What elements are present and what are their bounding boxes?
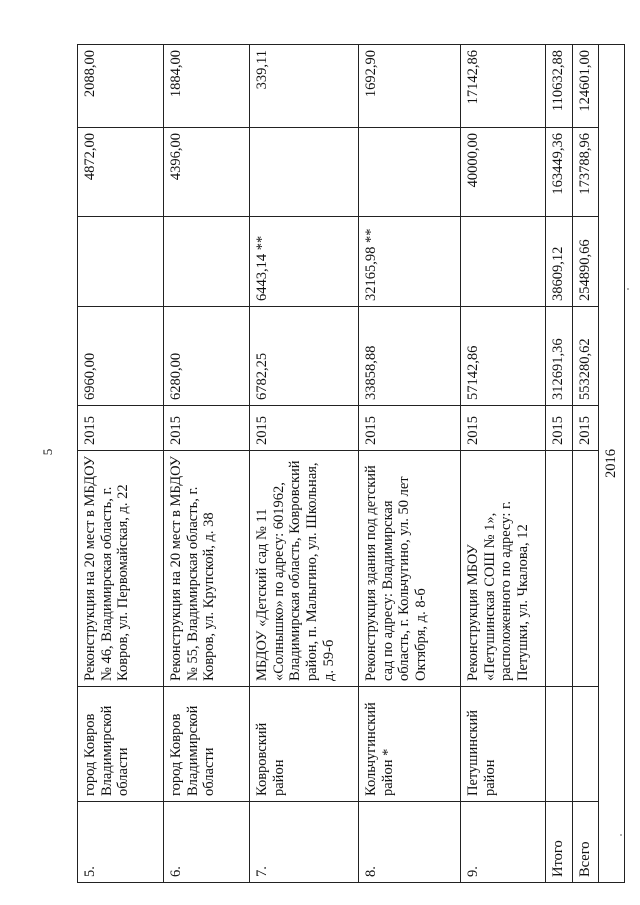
- object-cell: МБДОУ «Детский сад № 11 «Солнышко» по адресу: 601962, Владимирская область, Ковровский район, п. Малыгино, ул. Школьная, д. 59-б: [250, 451, 359, 687]
- object-cell: Реконструкция на 20 мест в МБДОУ № 55, Владимирская область, г. Ковров, ул. Крупской, д. 38: [164, 451, 250, 687]
- regional-cell: 163449,36: [546, 128, 573, 217]
- regional-cell: 40000,00: [461, 128, 546, 217]
- year-header-row: [599, 45, 625, 883]
- total-cost-cell: 6280,00: [164, 307, 250, 406]
- regional-cell: 4872,00: [78, 128, 164, 217]
- federal-cell: 6443,14 **: [250, 217, 359, 307]
- year-header: 2016: [599, 45, 625, 883]
- district-cell: город Ковров Владимирской области: [78, 687, 164, 802]
- year-cell: 2015: [359, 406, 461, 451]
- grand-total-row: [573, 45, 599, 883]
- local-cell: 110632,88: [546, 45, 573, 128]
- empty-cell: [546, 451, 573, 687]
- scan-speck: [627, 288, 629, 290]
- federal-cell: 32165,98 **: [359, 217, 461, 307]
- federal-cell: 254890,66: [573, 217, 599, 307]
- empty-cell: [573, 687, 599, 802]
- object-cell: Реконструкция на 20 мест в МБДОУ № 46, Владимирская область, г. Ковров, ул. Первомайская, д. 22: [78, 451, 164, 687]
- row-number: 5.: [78, 802, 164, 883]
- year-cell: 2015: [573, 406, 599, 451]
- object-cell: Реконструкция МБОУ «Петушинская СОШ № 1», расположенного по адресу: г. Петушки, ул. Чкалова, 12: [461, 451, 546, 687]
- rotated-table-container: [77, 45, 619, 883]
- table-row: [250, 45, 359, 883]
- empty-cell: [573, 451, 599, 687]
- regional-cell: 4396,00: [164, 128, 250, 217]
- regional-cell: [250, 128, 359, 217]
- regional-cell: 173788,96: [573, 128, 599, 217]
- local-cell: 17142,86: [461, 45, 546, 128]
- total-row: [546, 45, 573, 883]
- year-cell: 2015: [78, 406, 164, 451]
- table-row: [461, 45, 546, 883]
- district-cell: Кольчугинский район *: [359, 687, 461, 802]
- district-cell: Ковровский район: [250, 687, 359, 802]
- row-number: 7.: [250, 802, 359, 883]
- local-cell: 1884,00: [164, 45, 250, 128]
- grand-total-label: Всего: [573, 802, 599, 883]
- budget-table: [77, 44, 625, 883]
- total-cost-cell: 312691,36: [546, 307, 573, 406]
- federal-cell: [78, 217, 164, 307]
- table-row: [164, 45, 250, 883]
- district-cell: Петушинский район: [461, 687, 546, 802]
- table-row: [78, 45, 164, 883]
- empty-cell: [546, 687, 573, 802]
- district-cell: город Ковров Владимирской области: [164, 687, 250, 802]
- local-cell: 339,11: [250, 45, 359, 128]
- total-label: Итого: [546, 802, 573, 883]
- object-cell: Реконструкция здания под детский сад по адресу: Владимирская область, г. Кольчугино, ул. 50 лет Октября, д. 8-б: [359, 451, 461, 687]
- federal-cell: [164, 217, 250, 307]
- row-number: 8.: [359, 802, 461, 883]
- federal-cell: 38609,12: [546, 217, 573, 307]
- local-cell: 1692,90: [359, 45, 461, 128]
- row-number: 9.: [461, 802, 546, 883]
- year-cell: 2015: [461, 406, 546, 451]
- year-cell: 2015: [164, 406, 250, 451]
- total-cost-cell: 57142,86: [461, 307, 546, 406]
- regional-cell: [359, 128, 461, 217]
- table-row: [359, 45, 461, 883]
- row-number: 6.: [164, 802, 250, 883]
- year-cell: 2015: [546, 406, 573, 451]
- page-number: 5: [40, 448, 55, 456]
- total-cost-cell: 6782,25: [250, 307, 359, 406]
- total-cost-cell: 6960,00: [78, 307, 164, 406]
- total-cost-cell: 33858,88: [359, 307, 461, 406]
- local-cell: 2088,00: [78, 45, 164, 128]
- year-cell: 2015: [250, 406, 359, 451]
- total-cost-cell: 553280,62: [573, 307, 599, 406]
- federal-cell: [461, 217, 546, 307]
- local-cell: 124601,00: [573, 45, 599, 128]
